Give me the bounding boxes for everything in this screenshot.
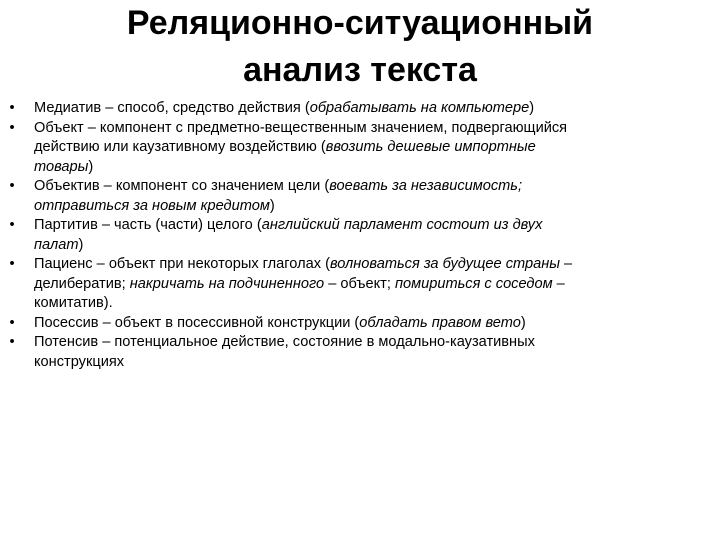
bullet-list bbox=[0, 99, 712, 372]
bullet-marker: • bbox=[9, 100, 15, 116]
bullet-line bbox=[34, 138, 712, 158]
definition-text: – bbox=[552, 275, 565, 292]
bullet-line bbox=[34, 119, 712, 139]
bullet-line bbox=[34, 353, 712, 373]
slide-title-line-2: анализ текста bbox=[243, 51, 477, 89]
example-text: волноваться за будущее страны bbox=[329, 256, 560, 272]
example-text: отправиться за новым кредитом bbox=[34, 197, 270, 214]
definition-text: ) bbox=[88, 158, 94, 175]
bullet-marker: • bbox=[9, 334, 15, 350]
example-text: английский парламент состоит из двух bbox=[261, 217, 543, 233]
example-text: товары bbox=[34, 158, 89, 175]
bullet-line bbox=[34, 314, 712, 334]
example-text: ввозить дешевые импортные bbox=[325, 139, 536, 155]
slide-title bbox=[40, 0, 680, 94]
bullet-item bbox=[0, 99, 712, 119]
example-text: палат bbox=[34, 236, 79, 253]
example-text: помириться с соседом bbox=[394, 275, 553, 292]
bullet-item bbox=[0, 119, 712, 178]
bullet-line bbox=[34, 99, 712, 119]
example-text: обрабатывать на компьютере bbox=[309, 100, 530, 116]
example-text: воевать за независимость; bbox=[329, 178, 523, 194]
bullet-line bbox=[34, 197, 712, 217]
bullet-line bbox=[34, 216, 712, 236]
bullet-line bbox=[34, 158, 712, 178]
bullet-item bbox=[0, 333, 712, 372]
bullet-marker: • bbox=[9, 178, 15, 194]
bullet-item bbox=[0, 177, 712, 216]
bullet-marker: • bbox=[9, 256, 15, 272]
definition-text: Медиатив – способ, средство действия ( bbox=[34, 100, 310, 116]
bullet-line bbox=[34, 333, 712, 353]
bullet-line bbox=[34, 294, 712, 314]
definition-text: Посессив – объект в посессивной конструкции ( bbox=[34, 314, 360, 331]
definition-text: – объект; bbox=[324, 275, 395, 292]
definition-text: Потенсив – потенциальное действие, состояние в модально-каузативных bbox=[34, 334, 535, 350]
definition-text: действию или каузативному воздействию ( bbox=[34, 139, 326, 155]
bullet-item bbox=[0, 255, 712, 314]
definition-text: конструкциях bbox=[34, 353, 125, 370]
bullet-item bbox=[0, 314, 712, 334]
definition-text: комитатив). bbox=[34, 295, 113, 311]
definition-text: делибератив; bbox=[34, 275, 130, 292]
bullet-marker: • bbox=[9, 119, 15, 136]
definition-text: ) bbox=[520, 314, 526, 331]
bullet-item bbox=[0, 216, 712, 255]
example-text: обладать правом вето bbox=[359, 314, 521, 331]
definition-text: Партитив – часть (части) целого ( bbox=[34, 217, 262, 233]
bullet-line bbox=[34, 177, 712, 197]
bullet-marker: • bbox=[9, 217, 15, 233]
definition-text: ) bbox=[78, 236, 84, 253]
slide-title-line-1: Реляционно-ситуационный bbox=[126, 4, 594, 42]
definition-text: ) bbox=[529, 100, 535, 116]
bullet-line bbox=[34, 255, 712, 275]
definition-text: ) bbox=[269, 197, 275, 214]
definition-text: – bbox=[560, 256, 573, 272]
bullet-line bbox=[34, 236, 712, 256]
bullet-line bbox=[34, 275, 712, 295]
definition-text: Объект – компонент с предметно-вещественным значением, подвергающийся bbox=[34, 119, 568, 136]
definition-text: Объектив – компонент со значением цели ( bbox=[34, 178, 330, 194]
definition-text: Пациенс – объект при некоторых глаголах ( bbox=[34, 256, 330, 272]
bullet-marker: • bbox=[9, 314, 15, 331]
example-text: накричать на подчиненного bbox=[129, 275, 325, 292]
